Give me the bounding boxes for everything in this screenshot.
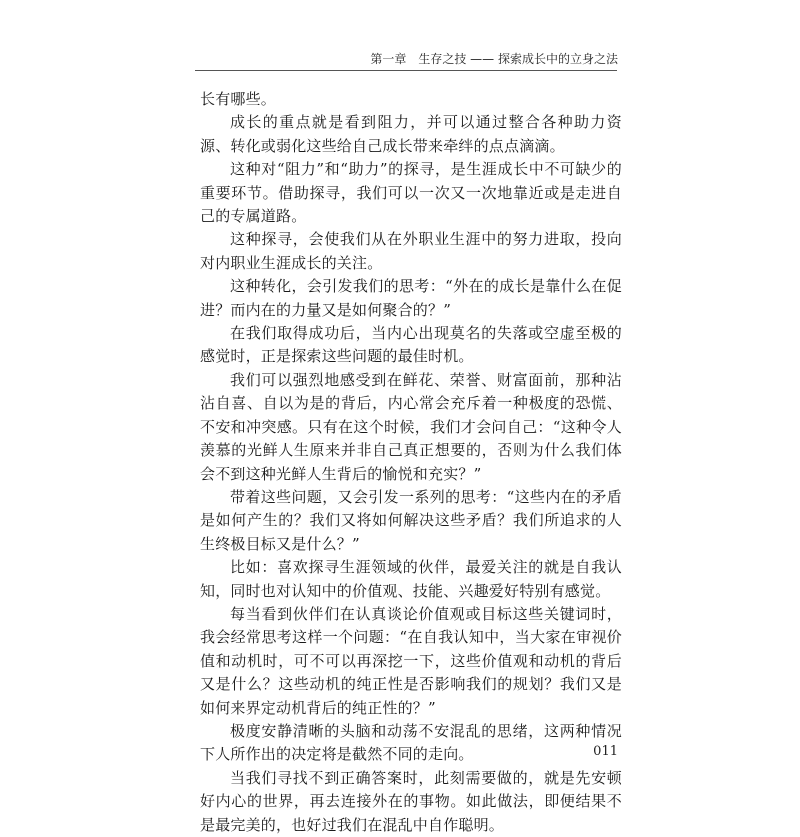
paragraph: 这种对“阻力”和“助力”的探寻，是生涯成长中不可缺少的重要环节。借助探寻，我们可以一次又一次地靠近或是走进自己的专属道路。 xyxy=(200,160,622,226)
paragraph: 带着这些问题，又会引发一系列的思考：“这些内在的矛盾是如何产生的？我们又将如何解决这些矛盾？我们所追求的人生终极目标又是什么？” xyxy=(200,487,622,553)
body-text xyxy=(200,88,622,837)
paragraph: 成长的重点就是看到阻力，并可以通过整合各种助力资源、转化或弱化这些给自己成长带来牵绊的点点滴滴。 xyxy=(200,113,622,155)
paragraph: 这种探寻，会使我们从在外职业生涯中的努力进取，投向对内职业生涯成长的关注。 xyxy=(200,230,622,272)
header-rule xyxy=(195,70,617,71)
paragraph: 当我们寻找不到正确答案时，此刻需要做的，就是先安顿好内心的世界，再去连接外在的事物。如此做法，即便结果不是最完美的，也好过我们在混乱中自作聪明。 xyxy=(200,768,622,834)
paragraph-continuation: 长有哪些。 xyxy=(200,90,277,108)
paragraph: 这种转化，会引发我们的思考：“外在的成长是靠什么在促进？而内在的力量又是如何聚合的？” xyxy=(200,277,622,319)
paragraph: 极度安静清晰的头脑和动荡不安混乱的思绪，这两种情况下人所作出的决定将是截然不同的走向。 xyxy=(200,721,622,764)
paragraph: 比如：喜欢探寻生涯领域的伙伴，最爱关注的就是自我认知，同时也对认知中的价值观、技能、兴趣爱好特别有感觉。 xyxy=(200,558,622,600)
paragraph: 每当看到伙伴们在认真谈论价值观或目标这些关键词时，我会经常思考这样一个问题：“在自我认知中，当大家在审视价值和动机时，可不可以再深挖一下，这些价值观和动机的背后又是什么？这些动机的纯正性是否影响我们的规划？我们又是如何来界定动机背后的纯正性的？” xyxy=(200,604,622,717)
paragraph: 在我们取得成功后，当内心出现莫名的失落或空虚至极的感觉时，正是探索这些问题的最佳时机。 xyxy=(200,324,622,366)
running-header: 第一章 生存之技 —— 探索成长中的立身之法 xyxy=(370,52,618,66)
page-number: 011 xyxy=(593,744,618,759)
paragraph: 我们可以强烈地感受到在鲜花、荣誉、财富面前，那种沾沾自喜、自以为是的背后，内心常会充斥着一种极度的恐慌、不安和冲突感。只有在这个时候，我们才会问自己：“这种令人羡慕的光鲜人生原来并非自己真正想要的，否则为什么我们体会不到这种光鲜人生背后的愉悦和充实？” xyxy=(200,370,622,483)
